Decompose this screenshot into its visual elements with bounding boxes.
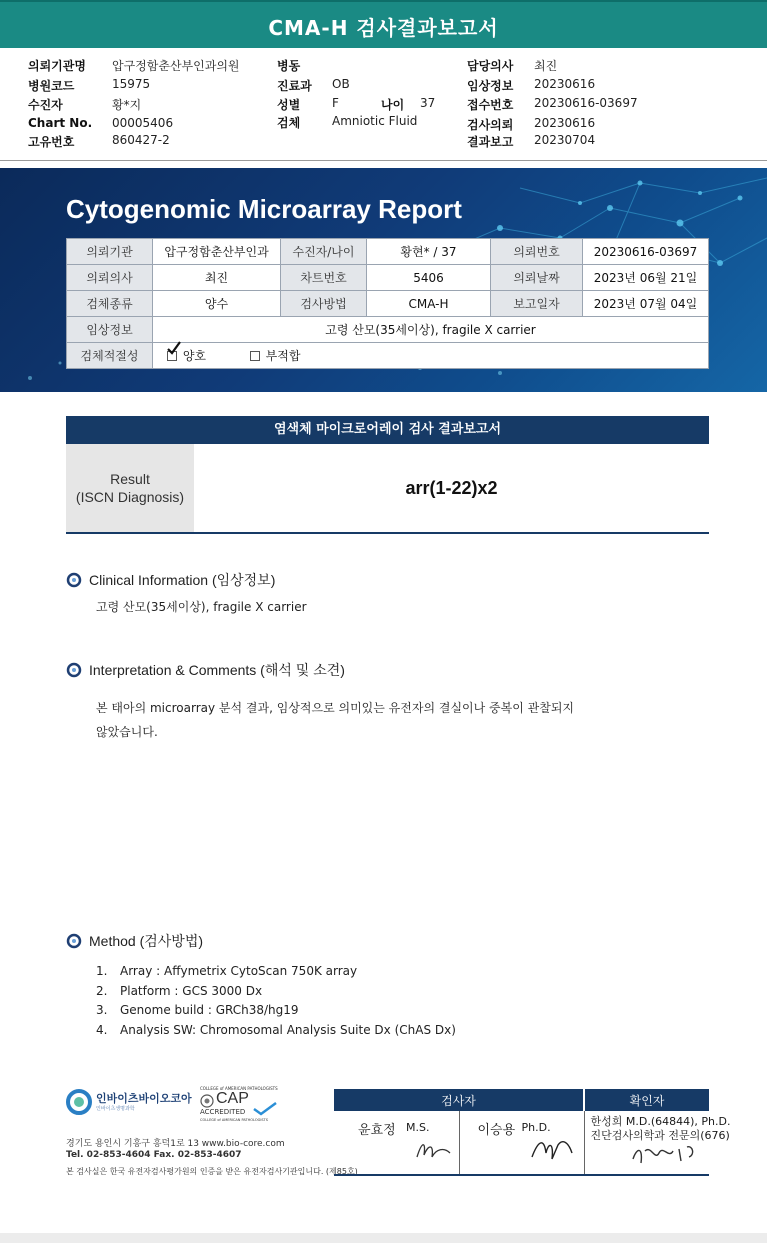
request-info-table: [66, 238, 709, 369]
receipt-label: 접수번호: [467, 98, 514, 112]
info-cell-value: CMA-H: [367, 291, 491, 317]
info-cell-value: 양수: [153, 291, 281, 317]
cap-seal-icon: [200, 1094, 214, 1108]
info-cell-label: 검사방법: [281, 291, 367, 317]
company-phone: Tel. 02-853-4604 Fax. 02-853-4607: [66, 1150, 242, 1160]
hospital-label: 의뢰기관명: [28, 59, 86, 73]
sex-value: F: [332, 96, 339, 110]
company-name: 인바이츠바이오코아: [96, 1092, 192, 1105]
tester2-degree: Ph.D.: [521, 1121, 551, 1134]
result-box: [66, 444, 709, 534]
company-logo-icon: [66, 1088, 92, 1116]
signature-header-row: [334, 1089, 709, 1111]
company-subname: 인바이츠생명과학: [96, 1106, 135, 1112]
dept-label: 진료과: [277, 79, 312, 93]
clinical-text: 고령 산모(35세이상), fragile X carrier: [96, 600, 307, 614]
adequacy-good-label: 양호: [182, 349, 207, 363]
checkmark-icon: [166, 340, 182, 356]
company-logo: [66, 1086, 326, 1130]
info-cell-label: 의뢰의사: [67, 265, 153, 291]
clinical-row-label: 임상정보: [67, 317, 153, 343]
info-cell-value: 2023년 07월 04일: [583, 291, 709, 317]
list-item: 1. Array : Affymetrix CytoScan 750K array: [96, 964, 358, 978]
bullet-ring-icon: [66, 933, 82, 949]
result-label-line1: Result: [110, 471, 150, 487]
adequacy-good-checkbox[interactable]: [167, 347, 206, 364]
checkmark-icon: [252, 1102, 278, 1116]
confirmer-title: 진단검사의학과 전문의(676): [590, 1129, 730, 1142]
report-title: CMA-H 검사결과보고서: [268, 16, 499, 40]
hospital-value: 압구정함춘산부인과의원: [112, 59, 240, 73]
bullet-ring-icon: [66, 662, 82, 678]
age-value: 37: [420, 96, 436, 110]
report-date-value: 20230704: [534, 133, 596, 147]
info-cell-label: 의뢰기관: [67, 239, 153, 265]
header-divider: [0, 160, 767, 161]
info-row: [67, 291, 709, 317]
info-cell-value: 5406: [367, 265, 491, 291]
info-row: [67, 317, 709, 343]
tester2-name: 이승용: [477, 1123, 516, 1138]
info-cell-value: 황현* / 37: [367, 239, 491, 265]
confirmer-name: 한성희 M.D.(64844), Ph.D.: [590, 1115, 731, 1128]
sex-label: 성별: [277, 98, 301, 112]
clinical-info-value: 20230616: [534, 77, 596, 91]
info-row: [67, 239, 709, 265]
info-cell-value: 압구정함춘산부인과: [153, 239, 281, 265]
page-bottom-strip: [0, 1233, 767, 1243]
list-item: 4. Analysis SW: Chromosomal Analysis Suite Dx (ChAS Dx): [96, 1022, 456, 1037]
checkbox-icon: [250, 351, 260, 361]
info-cell-label: 검체종류: [67, 291, 153, 317]
interpretation-heading-text: Interpretation & Comments (해석 및 소견): [89, 662, 345, 678]
company-address: 경기도 용인시 기흥구 흥덕1로 13 www.bio-core.com: [66, 1139, 285, 1149]
confirmer-header: 확인자: [584, 1089, 709, 1111]
code-label: 병원코드: [28, 79, 75, 93]
adequacy-bad-checkbox[interactable]: [250, 347, 301, 364]
chart-no-value: 00005406: [112, 116, 174, 130]
interpretation-heading: [66, 660, 345, 680]
list-item: 2. Platform : GCS 3000 Dx: [96, 983, 263, 998]
tester1-degree: M.S.: [406, 1121, 430, 1134]
tester1-cell: [334, 1111, 459, 1175]
unique-no-value: 860427-2: [112, 133, 170, 147]
result-label-line2: (ISCN Diagnosis): [75, 489, 185, 505]
info-cell-value: 2023년 06월 21일: [583, 265, 709, 291]
request-label: 검사의뢰: [467, 118, 514, 132]
confirmer-cell: [584, 1111, 731, 1175]
info-cell-label: 의뢰날짜: [491, 265, 583, 291]
adequacy-bad-label: 부적합: [265, 349, 301, 363]
doctor-value: 최진: [534, 59, 558, 73]
tester1-signature: [414, 1137, 454, 1165]
receipt-value: 20230616-03697: [534, 96, 638, 110]
interpretation-line1: 본 태아의 microarray 분석 결과, 임상적으로 의미있는 유전자의 결실이나 중복이 관찰되지: [96, 701, 575, 715]
method-list: [96, 962, 456, 1040]
specimen-label: 검체: [277, 116, 301, 130]
header-info: [0, 0, 767, 160]
info-cell-label: 의뢰번호: [491, 239, 583, 265]
confirmer-signature: [629, 1141, 709, 1171]
clinical-heading: [66, 570, 275, 590]
unique-no-label: 고유번호: [28, 135, 75, 149]
age-label: 나이: [381, 98, 405, 112]
cap-logo: COLLEGE of AMERICAN PATHOLOGISTS CAP ACCREDITED COLLEGE of AMERICAN PATHOLOGISTS: [200, 1086, 278, 1122]
list-item: 3. Genome build : GRCh38/hg19: [96, 1003, 299, 1017]
tester1-name: 윤효정: [358, 1123, 396, 1138]
info-cell-label: 수진자/나이: [281, 239, 367, 265]
patient-label: 수진자: [28, 98, 63, 112]
info-row: [67, 343, 709, 369]
ward-label: 병동: [277, 59, 301, 73]
signature-table: [334, 1089, 731, 1176]
code-value: 15975: [112, 77, 151, 91]
adequacy-value: [153, 343, 709, 369]
bullet-ring-icon: [66, 572, 82, 588]
chart-no-label: Chart No.: [28, 116, 93, 130]
result-section-title: 염색체 마이크로어레이 검사 결과보고서: [66, 416, 709, 444]
banner-title: Cytogenomic Microarray Report: [66, 194, 462, 224]
result-value: arr(1-22)x2: [405, 478, 498, 498]
certification-note: 본 검사실은 한국 유전자검사평가원의 인증을 받은 유전자검사기관입니다. (제85호): [66, 1167, 358, 1176]
dept-value: OB: [332, 77, 350, 91]
patient-value: 황*지: [112, 98, 142, 112]
tester2-cell: [459, 1111, 584, 1175]
doctor-label: 담당의사: [467, 59, 514, 73]
info-cell-label: 보고일자: [491, 291, 583, 317]
info-cell-label: 차트번호: [281, 265, 367, 291]
request-value: 20230616: [534, 116, 596, 130]
info-cell-value: 최진: [153, 265, 281, 291]
method-heading-text: Method (검사방법): [89, 933, 204, 949]
clinical-info-label: 임상정보: [467, 79, 514, 93]
clinical-heading-text: Clinical Information (임상정보): [89, 572, 276, 588]
info-cell-value: 20230616-03697: [583, 239, 709, 265]
method-heading: [66, 931, 203, 951]
interpretation-line2: 않았습니다.: [96, 725, 158, 739]
report-date-label: 결과보고: [467, 135, 514, 149]
adequacy-label: 검체적절성: [67, 343, 153, 369]
tester2-signature: [528, 1135, 578, 1167]
specimen-value: Amniotic Fluid: [332, 114, 418, 128]
clinical-row-value: 고령 산모(35세이상), fragile X carrier: [153, 317, 709, 343]
signature-row: [334, 1111, 709, 1175]
result-label: [66, 444, 194, 532]
tester-header: 검사자: [334, 1089, 584, 1111]
info-row: [67, 265, 709, 291]
